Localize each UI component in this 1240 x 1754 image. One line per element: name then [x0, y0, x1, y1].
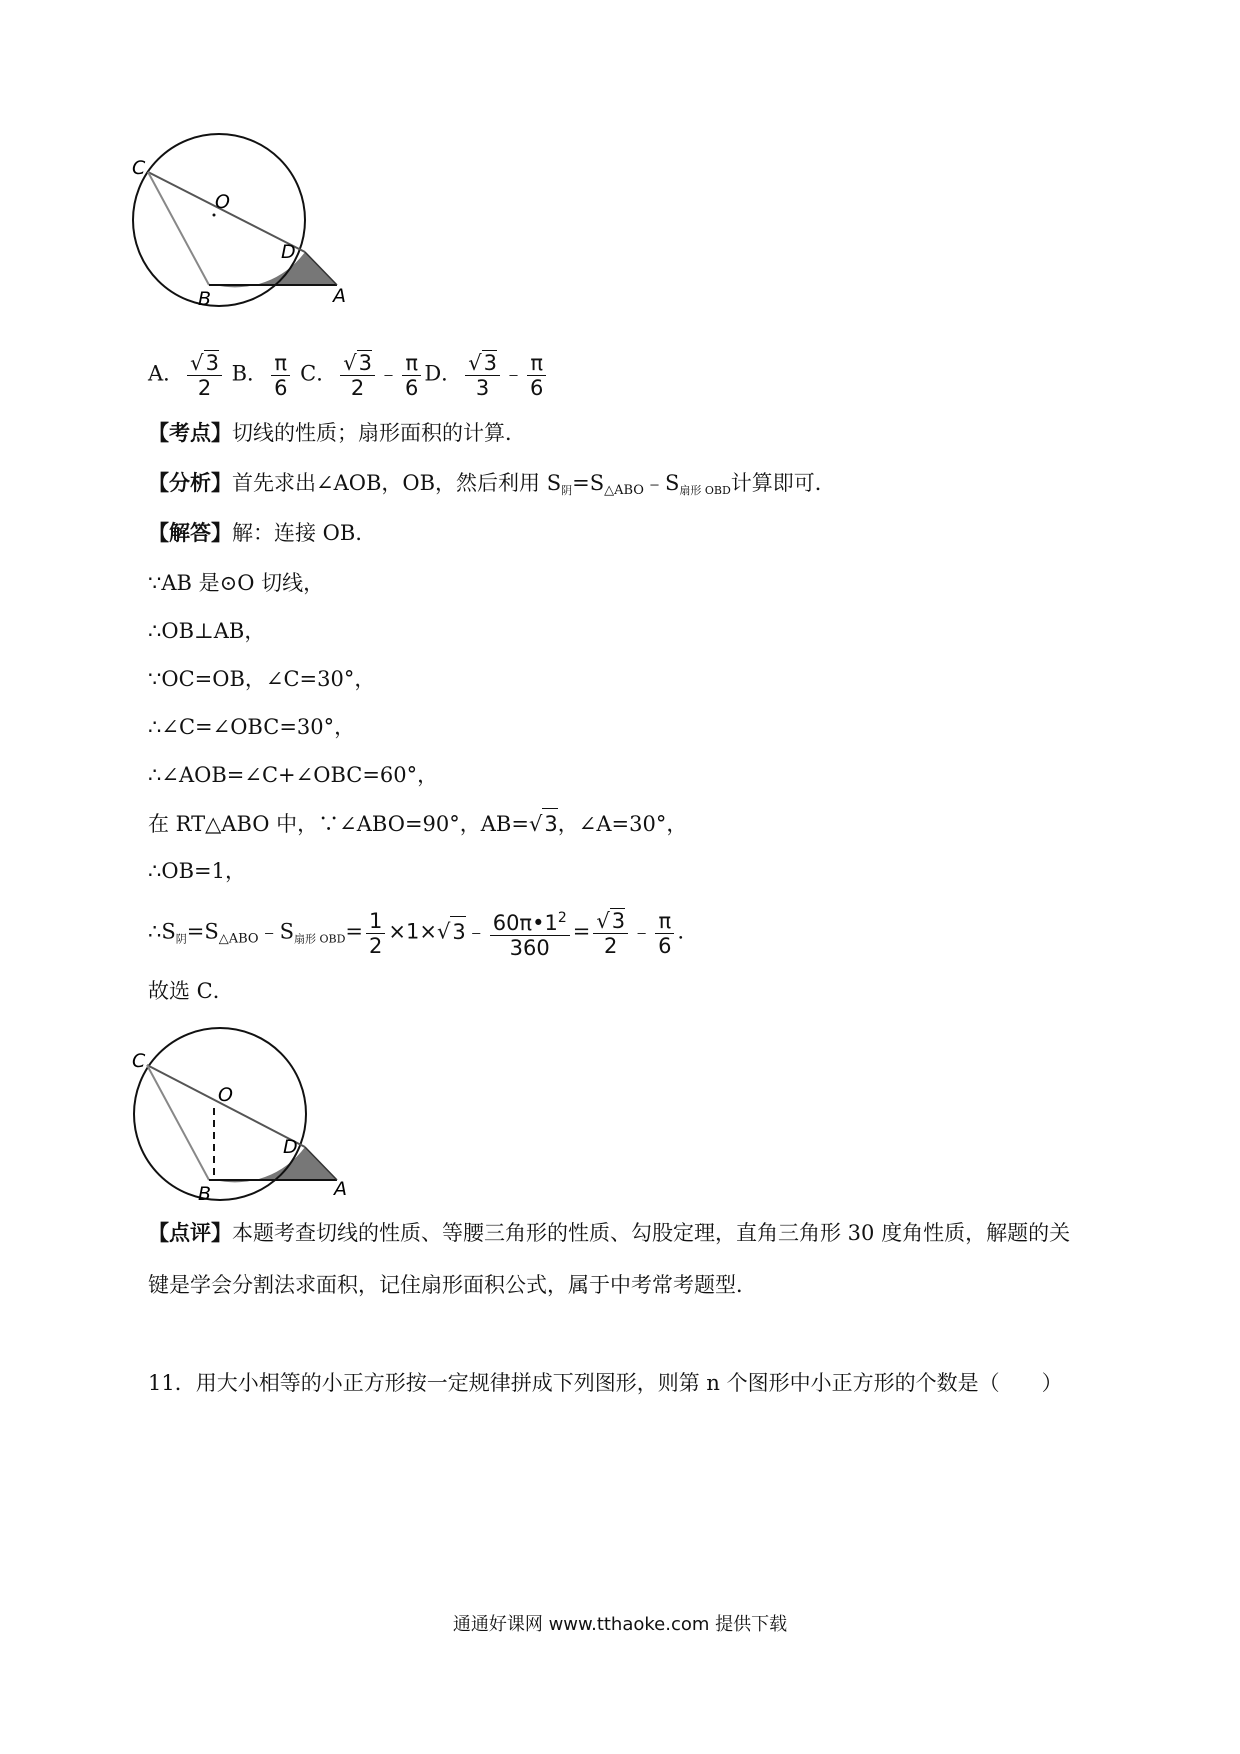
option-a-value: $\frac{√3}{2}$: [187, 350, 222, 400]
option-d-frac1: $\frac{√3}{3}$: [465, 350, 500, 400]
sqrt-value: 3: [542, 808, 557, 839]
step-7: ∴OB=1，: [148, 859, 246, 883]
option-c-label: C．: [300, 361, 338, 386]
label-c: C: [132, 1050, 146, 1072]
minus-sign: ﹣: [377, 361, 399, 386]
option-c-frac2: $\frac{\pi}{6}$: [402, 351, 421, 400]
geometry-figure-1: [132, 150, 390, 340]
option-b-value: $\frac{\pi}{6}$: [271, 351, 290, 400]
label-b: B: [198, 288, 212, 310]
step-9: 故选 C．: [148, 979, 234, 1003]
frac-sector: $\frac{60\pi•1^2}{360}$: [490, 906, 570, 960]
step-5: ∴∠AOB=∠C+∠OBC=60°，: [148, 763, 439, 787]
subscript: 扇形 OBD: [293, 932, 346, 946]
kaodian-text: 切线的性质；扇形面积的计算．: [232, 421, 526, 445]
option-d-label: D．: [424, 361, 463, 386]
step-6-text: 在 RT△ABO 中，∵∠ABO=90°，AB=: [148, 812, 529, 836]
formula-text: =: [572, 919, 591, 944]
step-1: ∵AB 是⊙O 切线，: [148, 571, 325, 595]
fenxi-text: 计算即可．: [730, 471, 836, 495]
option-d-frac2: $\frac{\pi}{6}$: [527, 351, 546, 400]
line-cb: [148, 172, 209, 285]
label-a: A: [333, 285, 346, 307]
jieda-text: 解：连接 OB．: [232, 521, 377, 545]
subscript: △ABO: [218, 931, 259, 947]
answer-options: [148, 350, 549, 400]
formula-text: ×1×: [388, 919, 437, 944]
page-footer: 通通好课网 www.tthaoke.com 提供下载: [452, 1614, 788, 1635]
fenxi-text: ﹣S: [643, 471, 680, 495]
fenxi-text: 首先求出∠AOB，OB，然后利用 S: [232, 471, 562, 495]
shaded-region: [215, 252, 337, 287]
minus-sign: ﹣: [502, 361, 524, 386]
minus-sign: ﹣: [465, 919, 487, 944]
frac-half: $\frac{1}{2}$: [366, 909, 385, 958]
step-4: ∴∠C=∠OBC=30°，: [148, 715, 356, 739]
circle-o: [133, 134, 305, 306]
formula-text: ∴S: [148, 919, 176, 944]
question-11: 11．用大小相等的小正方形按一定规律拼成下列图形，则第 n 个图形中小正方形的个数是（ ）: [148, 1371, 1063, 1395]
line-cd: [147, 1065, 305, 1147]
formula-text: ﹣S: [258, 919, 294, 944]
label-b: B: [198, 1183, 212, 1205]
dianping-text-1: 本题考查切线的性质、等腰三角形的性质、勾股定理，直角三角形 30 度角性质，解题的关: [232, 1221, 1071, 1245]
subscript: △ABO: [604, 483, 644, 498]
subscript: 扇形 OBD: [679, 484, 731, 497]
option-b-label: B．: [231, 361, 269, 386]
frac-pi-over-6: $\frac{\pi}{6}$: [655, 909, 674, 958]
kaodian-line: [148, 418, 526, 448]
shaded-region: [215, 1147, 337, 1182]
label-o: O: [218, 1084, 233, 1106]
option-c-frac1: $\frac{√3}{2}$: [340, 350, 375, 400]
jieda-tag: 【解答】: [148, 520, 232, 545]
geometry-figure-2: [132, 1025, 390, 1215]
dianping-line-2: 键是学会分割法求面积，记住扇形面积公式，属于中考常考题型．: [148, 1273, 757, 1297]
step-3: ∵OC=OB，∠C=30°，: [148, 667, 376, 691]
dianping-line-1: [148, 1218, 1070, 1248]
label-d: D: [283, 1136, 298, 1158]
fenxi-line: [148, 468, 836, 506]
step-6: 在 RT△ABO 中，∵∠ABO=90°，AB=√3，∠A=30°，: [148, 808, 687, 839]
kaodian-tag: 【考点】: [148, 420, 232, 445]
circle-o: [134, 1028, 306, 1200]
fenxi-tag: 【分析】: [148, 470, 232, 495]
line-cb: [147, 1065, 209, 1180]
sqrt-value: 3: [450, 916, 465, 947]
frac-root3-over-2: $\frac{√3}{2}$: [593, 908, 628, 958]
dianping-tag: 【点评】: [148, 1220, 232, 1245]
subscript: 阴: [561, 484, 573, 497]
label-a: A: [334, 1178, 347, 1200]
minus-sign: ﹣: [631, 919, 653, 944]
label-d: D: [281, 241, 296, 263]
formula-text: ．: [677, 919, 699, 944]
label-c: C: [132, 157, 146, 179]
step-6-text: ，∠A=30°，: [557, 812, 688, 836]
step-2: ∴OB⊥AB，: [148, 619, 266, 643]
subscript: 阴: [175, 932, 187, 946]
step-8-formula: ∴S阴$=S_{\triangle ABO}﹣S$扇形 OBD= $\frac{1}{2}$ ×1×√3﹣ $\frac{60\pi•1^2}{360}$ = $\frac{√3}{2}$ ﹣ $\frac{\pi}{6}$ ．: [148, 906, 699, 960]
formula-text: =: [345, 919, 363, 944]
center-dot: [213, 214, 216, 217]
option-a-label: A．: [148, 361, 185, 386]
fenxi-text: =S: [572, 471, 605, 495]
label-o: O: [215, 191, 230, 213]
formula-text: =S: [186, 919, 219, 944]
jieda-line: [148, 518, 376, 548]
